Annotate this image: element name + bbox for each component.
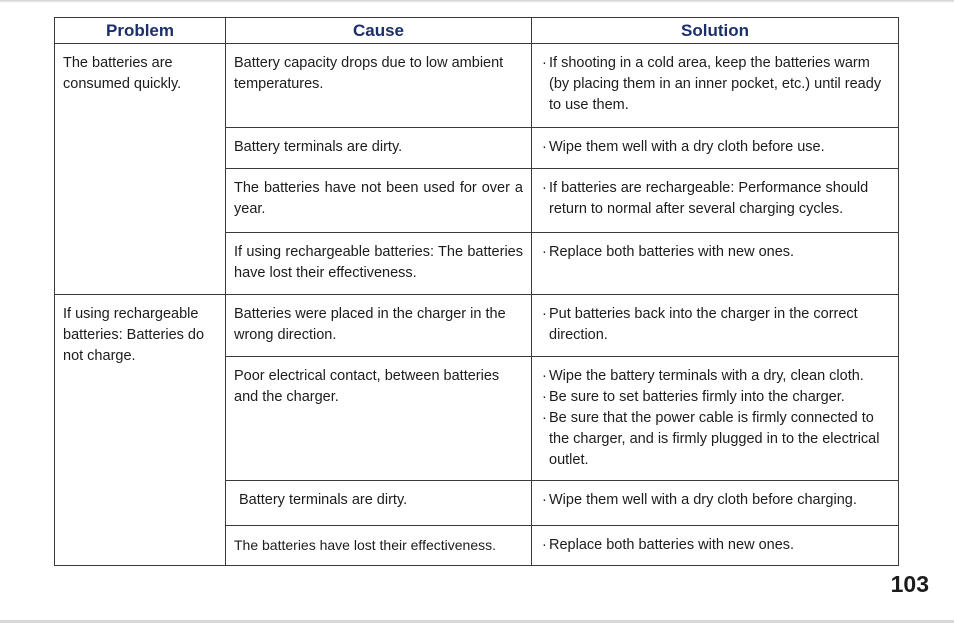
table-row	[55, 44, 899, 128]
solution-text: If shooting in a cold area, keep the batteries warm (by placing them in an inner pocket, etc.) until ready to use them.	[549, 55, 882, 113]
solution-item	[540, 53, 890, 116]
solution-text: Replace both batteries with new ones.	[549, 537, 795, 553]
page-number: 103	[890, 571, 929, 597]
header-cause: Cause	[226, 18, 532, 44]
cause-cell: The batteries have lost their effectiveness.	[226, 526, 532, 566]
solution-item	[540, 242, 890, 263]
solution-cell	[532, 295, 899, 357]
solution-item	[540, 387, 890, 408]
solution-item	[540, 304, 890, 346]
solution-text: If batteries are rechargeable: Performance should return to normal after several charging cycles.	[549, 180, 869, 217]
page-top-edge	[0, 0, 954, 3]
solution-item	[540, 535, 890, 556]
problem-cell: The batteries are consumed quickly.	[55, 44, 226, 295]
cause-cell: Poor electrical contact, between batteries and the charger.	[226, 357, 532, 481]
solution-cell	[532, 233, 899, 295]
table-row	[55, 295, 899, 357]
bullet: ·	[542, 306, 547, 322]
bullet: ·	[542, 139, 547, 155]
cause-cell: Battery capacity drops due to low ambient temperatures.	[226, 44, 532, 128]
solution-text: Wipe the battery terminals with a dry, clean cloth.	[549, 368, 864, 384]
bullet: ·	[542, 389, 547, 405]
bullet: ·	[542, 492, 547, 508]
cause-cell: Battery terminals are dirty.	[226, 481, 532, 526]
solution-cell	[532, 526, 899, 566]
bullet: ·	[542, 537, 547, 553]
header-problem: Problem	[55, 18, 226, 44]
header-solution: Solution	[532, 18, 899, 44]
bullet: ·	[542, 410, 547, 426]
solution-item	[540, 137, 890, 158]
cause-cell: The batteries have not been used for over a year.	[226, 169, 532, 233]
solution-item	[540, 490, 890, 511]
solution-item	[540, 366, 890, 387]
cause-cell: If using rechargeable batteries: The batteries have lost their effectiveness.	[226, 233, 532, 295]
cause-cell: Batteries were placed in the charger in the wrong direction.	[226, 295, 532, 357]
solution-text: Put batteries back into the charger in the correct direction.	[549, 306, 858, 343]
solution-cell	[532, 128, 899, 169]
bullet: ·	[542, 180, 547, 196]
solution-cell	[532, 44, 899, 128]
solution-item	[540, 178, 890, 220]
solution-text: Wipe them well with a dry cloth before use.	[549, 139, 825, 155]
cause-cell: Battery terminals are dirty.	[226, 128, 532, 169]
troubleshooting-table	[54, 17, 899, 566]
solution-item	[540, 408, 890, 471]
bullet: ·	[542, 368, 547, 384]
problem-cell: If using rechargeable batteries: Batteries do not charge.	[55, 295, 226, 566]
solution-cell	[532, 481, 899, 526]
solution-cell	[532, 169, 899, 233]
solution-text: Be sure to set batteries firmly into the charger.	[549, 389, 845, 405]
solution-text: Replace both batteries with new ones.	[549, 244, 795, 260]
bullet: ·	[542, 55, 547, 71]
table-header-row	[55, 18, 899, 44]
solution-text: Be sure that the power cable is firmly connected to the charger, and is firmly plugged in to the electrical outlet.	[549, 410, 880, 468]
solution-cell	[532, 357, 899, 481]
solution-text: Wipe them well with a dry cloth before charging.	[549, 492, 857, 508]
bullet: ·	[542, 244, 547, 260]
